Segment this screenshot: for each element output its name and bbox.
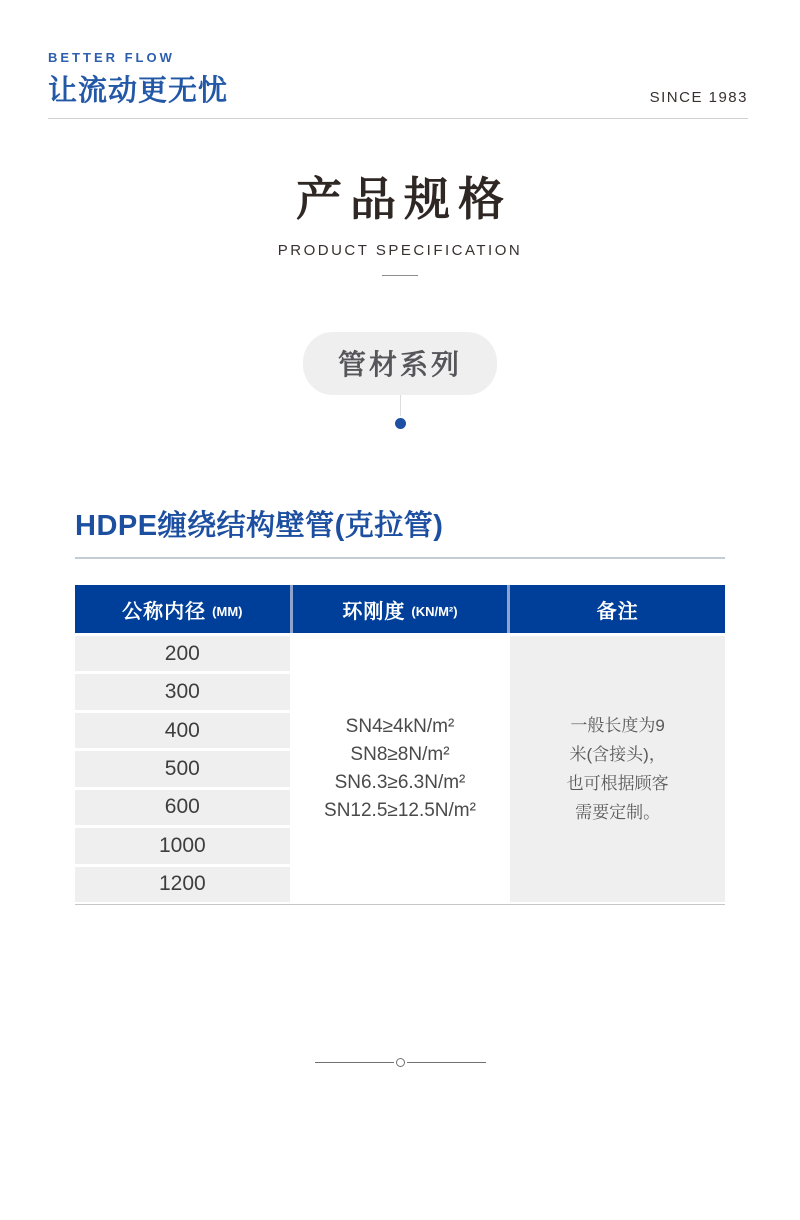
brand-tagline: BETTER FLOW bbox=[48, 50, 175, 65]
remark-column bbox=[510, 636, 725, 902]
page-subtitle: PRODUCT SPECIFICATION bbox=[277, 242, 523, 259]
page-title: 产品规格 bbox=[296, 173, 512, 225]
column-header-label: 环刚度 bbox=[342, 600, 406, 623]
series-badge: 管材系列 bbox=[303, 332, 497, 395]
column-header-remark bbox=[510, 585, 725, 633]
remark-text: 需要定制。 bbox=[575, 803, 661, 822]
divider-line-left bbox=[315, 1062, 394, 1063]
series-badge-block bbox=[0, 332, 800, 429]
title-dash bbox=[382, 275, 418, 276]
diameter-cell: 300 bbox=[75, 674, 290, 709]
column-header-unit: (MM) bbox=[212, 603, 243, 619]
brand-logo bbox=[48, 50, 228, 109]
spec-section bbox=[75, 503, 725, 905]
column-header-label: 公称内径 bbox=[122, 600, 207, 623]
table-header-row bbox=[75, 585, 725, 633]
remark-text: 米(含接头)， bbox=[569, 745, 666, 764]
diameter-cell: 1000 bbox=[75, 828, 290, 863]
column-header-stiffness bbox=[293, 585, 508, 633]
remark-text: 也可根据顾客 bbox=[566, 774, 669, 793]
column-header-diameter bbox=[75, 585, 290, 633]
header-divider-line bbox=[48, 118, 748, 119]
table-bottom-border bbox=[75, 904, 725, 905]
stiffness-value: SN4≥4kN/m² bbox=[345, 716, 455, 737]
header bbox=[0, 0, 800, 119]
table-body bbox=[75, 636, 725, 902]
badge-connector-line bbox=[400, 395, 401, 416]
stiffness-value: SN8≥8N/m² bbox=[350, 744, 450, 765]
diameter-cell: 400 bbox=[75, 713, 290, 748]
diameter-cell: 200 bbox=[75, 636, 290, 671]
section-heading: HDPE缠绕结构壁管(克拉管) bbox=[75, 510, 444, 542]
divider-line-right bbox=[407, 1062, 486, 1063]
badge-dot bbox=[395, 418, 406, 429]
column-header-unit: (KN/M²) bbox=[411, 603, 458, 619]
footer-divider bbox=[0, 1058, 800, 1067]
spec-table bbox=[75, 585, 725, 905]
diameter-cell: 1200 bbox=[75, 867, 290, 902]
diameter-cell: 600 bbox=[75, 790, 290, 825]
title-block bbox=[0, 163, 800, 276]
stiffness-column bbox=[293, 636, 508, 902]
diameter-cell: 500 bbox=[75, 751, 290, 786]
stiffness-value: SN6.3≥6.3N/m² bbox=[334, 772, 466, 793]
header-row bbox=[48, 50, 748, 109]
diameter-column bbox=[75, 636, 290, 902]
since-label: SINCE 1983 bbox=[649, 89, 748, 106]
divider-circle bbox=[396, 1058, 405, 1067]
brand-logotype: 让流动更无忧 bbox=[48, 75, 229, 107]
section-underline bbox=[75, 557, 725, 559]
stiffness-value: SN12.5≥12.5N/m² bbox=[324, 800, 476, 821]
remark-text: 一般长度为9 bbox=[570, 716, 665, 735]
column-header-label: 备注 bbox=[596, 600, 639, 623]
